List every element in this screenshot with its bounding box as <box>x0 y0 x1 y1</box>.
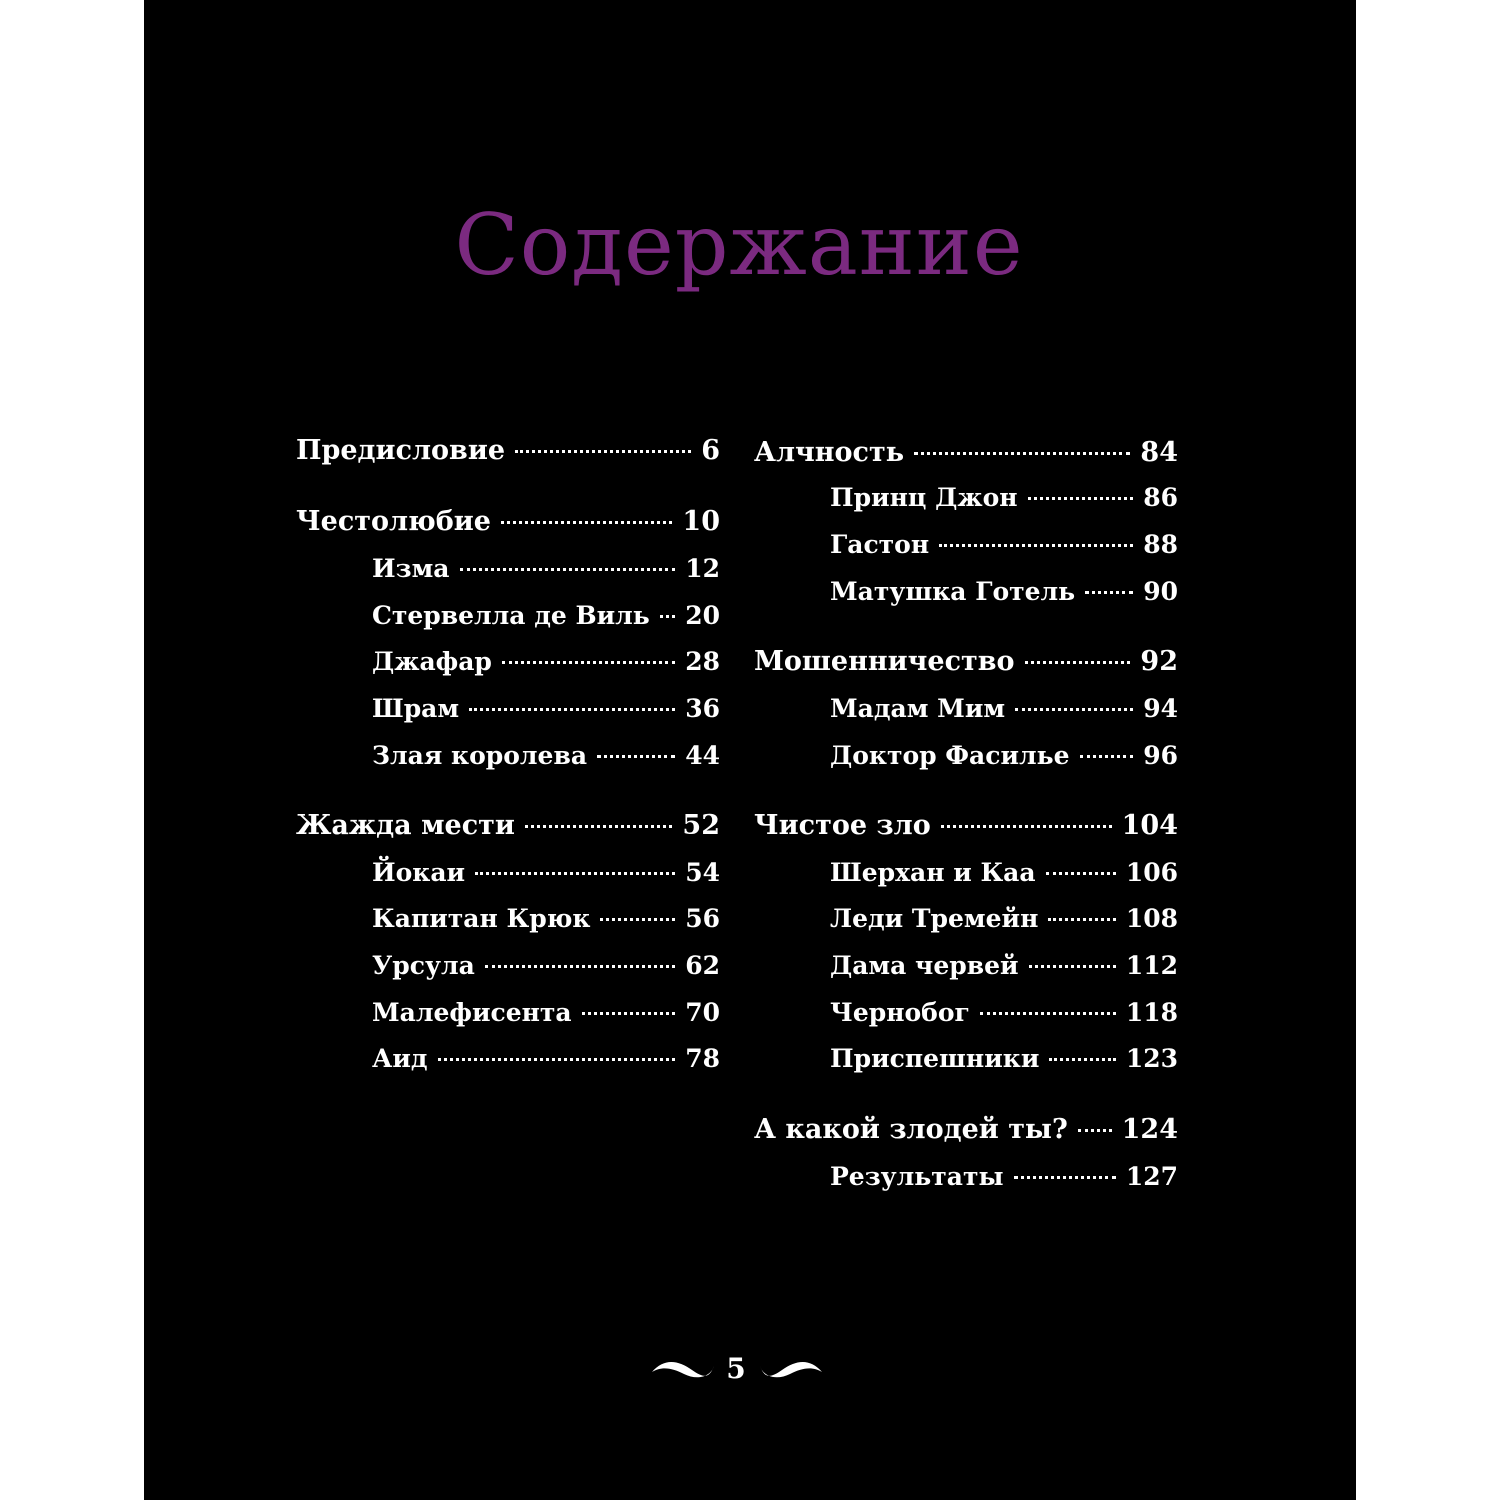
toc-entry[interactable] <box>830 739 1178 773</box>
toc-entry-page: 123 <box>1125 1044 1178 1073</box>
toc-entry-label: Доктор Фасилье <box>830 741 1070 770</box>
leader-dots <box>502 661 675 664</box>
toc-entry-label: Дама червей <box>830 951 1019 980</box>
leader-dots <box>1078 1129 1112 1132</box>
toc-entry[interactable] <box>372 692 720 726</box>
left-flourish-icon <box>648 1354 718 1388</box>
toc-entry-page: 86 <box>1143 483 1178 512</box>
leader-dots <box>460 568 676 571</box>
toc-entry[interactable] <box>754 809 1178 843</box>
toc-entry-page: 44 <box>685 741 720 770</box>
right-flourish-icon <box>756 1354 826 1388</box>
toc-entry-page: 28 <box>685 647 720 676</box>
toc-entry-page: 90 <box>1143 577 1178 606</box>
leader-dots <box>1029 965 1116 968</box>
leader-dots <box>525 825 673 828</box>
leader-dots <box>1080 755 1134 758</box>
toc-entry-label: Алчность <box>754 437 905 468</box>
toc-entry-page: 108 <box>1125 904 1178 933</box>
toc-entry[interactable] <box>830 856 1178 890</box>
toc-entry[interactable] <box>830 1160 1178 1194</box>
leader-dots <box>597 755 675 758</box>
leader-dots <box>438 1058 676 1061</box>
leader-dots <box>941 825 1112 828</box>
toc-entry-label: Злая королева <box>372 741 588 770</box>
toc-entry[interactable] <box>372 599 720 633</box>
toc-entry-page: 96 <box>1143 741 1178 770</box>
leader-dots <box>1085 591 1133 594</box>
toc-entry-label: Мошенничество <box>754 646 1015 677</box>
leader-dots <box>1015 708 1133 711</box>
toc-entry[interactable] <box>830 575 1178 609</box>
leader-dots <box>1048 918 1115 921</box>
toc-entry-label: Урсула <box>372 951 475 980</box>
toc-entry[interactable] <box>296 434 720 468</box>
toc-entry-page: 127 <box>1125 1162 1178 1191</box>
page-number: 5 <box>726 1352 746 1385</box>
toc-entry-label: Изма <box>372 554 450 583</box>
toc-entry-label: Шерхан и Каа <box>830 858 1036 887</box>
toc-entry-label: Гастон <box>830 530 930 559</box>
toc-entry[interactable] <box>296 505 720 539</box>
toc-entry-page: 94 <box>1143 694 1178 723</box>
toc-entry-label: Стервелла де Виль <box>372 601 650 630</box>
toc-entry-page: 36 <box>685 694 720 723</box>
leader-dots <box>939 544 1133 547</box>
toc-entry[interactable] <box>372 739 720 773</box>
toc-entry-label: Чистое зло <box>754 810 931 841</box>
toc-entry-label: Чернобог <box>830 998 970 1027</box>
toc-entry-label: Малефисента <box>372 998 572 1027</box>
leader-dots <box>600 918 675 921</box>
toc-entry-label: Принц Джон <box>830 483 1018 512</box>
leader-dots <box>515 450 691 453</box>
toc-entry[interactable] <box>830 1042 1178 1076</box>
toc-entry[interactable] <box>830 996 1178 1030</box>
leader-dots <box>475 872 675 875</box>
toc-entry-page: 88 <box>1143 530 1178 559</box>
toc-entry[interactable] <box>754 436 1178 470</box>
toc-entry-label: Результаты <box>830 1162 1004 1191</box>
toc-entry[interactable] <box>830 528 1178 562</box>
toc-entry-label: Предисловие <box>296 435 506 466</box>
toc-entry-page: 56 <box>685 904 720 933</box>
toc-entry-label: Капитан Крюк <box>372 904 591 933</box>
toc-entry-page: 12 <box>685 554 720 583</box>
toc-entry-label: Шрам <box>372 694 460 723</box>
toc-entry[interactable] <box>372 949 720 983</box>
page-title: Содержание <box>454 196 1024 294</box>
toc-entry-page: 10 <box>682 506 720 537</box>
toc-entry[interactable] <box>754 1113 1178 1147</box>
toc-entry[interactable] <box>372 902 720 936</box>
toc-entry-page: 104 <box>1121 810 1178 841</box>
toc-entry-page: 112 <box>1125 951 1178 980</box>
toc-entry-page: 70 <box>685 998 720 1027</box>
leader-dots <box>1025 661 1131 664</box>
toc-entry[interactable] <box>372 1042 720 1076</box>
leader-dots <box>485 965 675 968</box>
toc-entry-page: 124 <box>1121 1114 1178 1145</box>
leader-dots <box>1028 497 1134 500</box>
page-footer <box>644 1352 826 1392</box>
toc-entry[interactable] <box>754 645 1178 679</box>
toc-entry[interactable] <box>830 902 1178 936</box>
toc-entry-label: Мадам Мим <box>830 694 1006 723</box>
toc-entry[interactable] <box>372 552 720 586</box>
toc-entry-page: 6 <box>701 435 720 466</box>
leader-dots <box>469 708 675 711</box>
toc-entry[interactable] <box>830 949 1178 983</box>
toc-entry-label: Леди Тремейн <box>830 904 1039 933</box>
toc-entry[interactable] <box>296 809 720 843</box>
toc-entry-page: 52 <box>682 810 720 841</box>
toc-entry-label: Приспешники <box>830 1044 1040 1073</box>
toc-entry[interactable] <box>830 692 1178 726</box>
leader-dots <box>582 1012 676 1015</box>
leader-dots <box>1014 1176 1116 1179</box>
toc-entry-page: 62 <box>685 951 720 980</box>
toc-entry[interactable] <box>372 996 720 1030</box>
toc-entry-label: Аид <box>372 1044 428 1073</box>
toc-entry-page: 78 <box>685 1044 720 1073</box>
leader-dots <box>980 1012 1116 1015</box>
toc-entry-page: 84 <box>1140 437 1178 468</box>
toc-entry-page: 20 <box>685 601 720 630</box>
toc-entry-page: 118 <box>1125 998 1178 1027</box>
leader-dots <box>914 452 1130 455</box>
toc-entry-label: Честолюбие <box>296 506 491 537</box>
toc-entry[interactable] <box>372 856 720 890</box>
toc-entry-label: А какой злодей ты? <box>754 1114 1068 1145</box>
leader-dots <box>1046 872 1116 875</box>
toc-entry-page: 92 <box>1140 646 1178 677</box>
toc-entry-label: Йокаи <box>372 858 466 887</box>
leader-dots <box>501 521 672 524</box>
toc-entry-label: Жажда мести <box>296 810 515 841</box>
toc-entry-page: 106 <box>1125 858 1178 887</box>
toc-entry-label: Матушка Готель <box>830 577 1076 606</box>
toc-entry[interactable] <box>372 645 720 679</box>
leader-dots <box>1049 1058 1115 1061</box>
toc-entry[interactable] <box>830 481 1178 515</box>
toc-entry-page: 54 <box>685 858 720 887</box>
leader-dots <box>660 615 675 618</box>
toc-entry-label: Джафар <box>372 647 492 676</box>
